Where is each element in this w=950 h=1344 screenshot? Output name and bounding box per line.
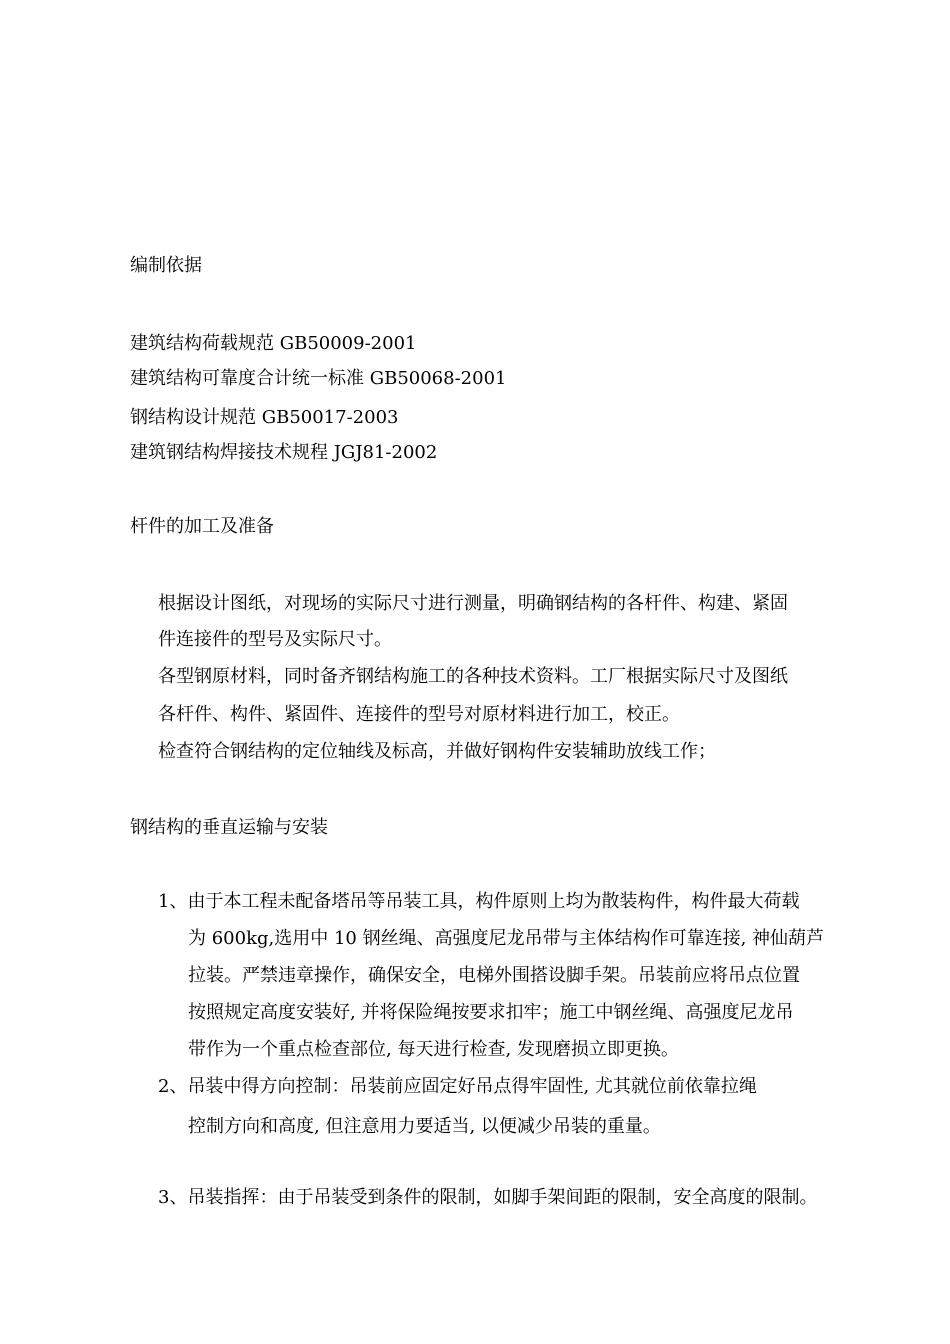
- section-heading-basis: 编制依据: [130, 255, 202, 276]
- basis-item: 钢结构设计规范 GB50017-2003: [130, 407, 399, 428]
- transport-line: 按照规定高度安装好, 并将保险绳按要求扣牢；施工中钢丝绳、高强度尼龙吊: [188, 1002, 794, 1023]
- transport-line: 2、吊装中得方向控制：吊装前应固定好吊点得牢固性, 尤其就位前依靠拉绳: [158, 1076, 757, 1097]
- transport-line: 3、吊装指挥：由于吊装受到条件的限制，如脚手架间距的限制，安全高度的限制。: [158, 1187, 818, 1208]
- transport-line: 为 600kg,选用中 10 钢丝绳、高强度尼龙吊带与主体结构作可靠连接, 神仙葫芦: [188, 928, 825, 949]
- basis-item: 建筑结构荷载规范 GB50009-2001: [130, 333, 417, 354]
- section-heading-transport: 钢结构的垂直运输与安装: [130, 817, 328, 838]
- processing-line: 各型钢原材料，同时备齐钢结构施工的各种技术资料。工厂根据实际尺寸及图纸: [158, 666, 788, 687]
- processing-line: 各杆件、构件、紧固件、连接件的型号对原材料进行加工，校正。: [158, 704, 680, 725]
- processing-line: 根据设计图纸，对现场的实际尺寸进行测量，明确钢结构的各杆件、构建、紧固: [158, 593, 788, 614]
- processing-line: 检查符合钢结构的定位轴线及标高，并做好钢构件安装辅助放线工作；: [158, 741, 716, 762]
- transport-line: 带作为一个重点检查部位, 每天进行检查, 发现磨损立即更换。: [188, 1039, 679, 1060]
- basis-item: 建筑结构可靠度合计统一标准 GB50068-2001: [130, 368, 507, 389]
- section-heading-processing: 杆件的加工及准备: [130, 516, 274, 537]
- basis-item: 建筑钢结构焊接技术规程 JGJ81-2002: [130, 442, 438, 463]
- processing-line: 件连接件的型号及实际尺寸。: [158, 629, 392, 650]
- transport-line: 1、由于本工程未配备塔吊等吊装工具，构件原则上均为散装构件，构件最大荷载: [158, 891, 800, 912]
- transport-line: 拉装。严禁违章操作，确保安全，电梯外围搭设脚手架。吊装前应将吊点位置: [188, 965, 800, 986]
- transport-line: 控制方向和高度, 但注意用力要适当, 以便减少吊装的重量。: [188, 1116, 661, 1137]
